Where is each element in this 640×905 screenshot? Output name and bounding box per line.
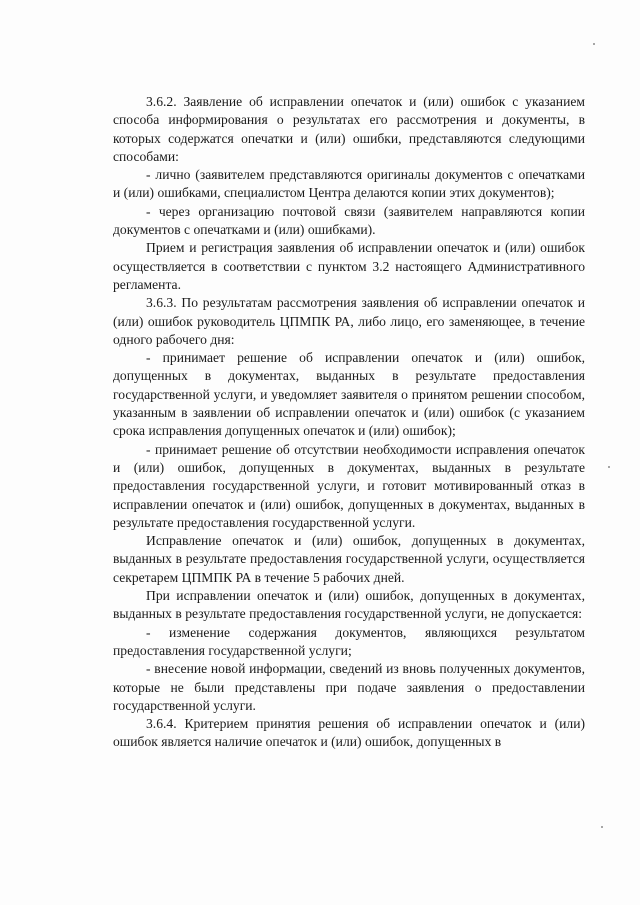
paragraph-correction-term: Исправление опечаток и (или) ошибок, допущенных в документах, выданных в результате предоставления государственной услуги, осуществляется секретарем ЦПМПК РА в течение 5 рабочих дней. <box>113 533 585 585</box>
list-item-no-content-change: - изменение содержания документов, являющихся результатом предоставления государственной услуги; <box>113 624 585 658</box>
list-item-in-person: - лично (заявителем представляются оригиналы документов с опечатками и (или) ошибками, специалистом Центра делаются копии этих документов); <box>113 167 585 201</box>
list-item-decision-correct: - принимает решение об исправлении опечаток и (или) ошибок, допущенных в документах, выданных в результате предоставления государственной услуги, и уведомляет заявителя о принятом решении способом, указанным в заявлении об исправлении опечаток и (или) ошибок (с указанием срока исправления допущенных опечаток и (или) ошибок); <box>113 350 585 439</box>
list-item-postal: - через организацию почтовой связи (заявителем направляются копии документов с опечатками и (или) ошибками). <box>113 203 585 238</box>
paragraph-3-6-2: 3.6.2. Заявление об исправлении опечаток и (или) ошибок с указанием способа информирования о результатах его рассмотрения и документы, в которых содержатся опечатки и (или) ошибки, представляются следующими способами: <box>113 94 585 164</box>
paragraph-not-allowed: При исправлении опечаток и (или) ошибок, допущенных в документах, выданных в результате предоставления государственной услуги, не допускается: <box>113 588 585 622</box>
document-body <box>113 93 585 752</box>
paragraph-3-6-3: 3.6.3. По результатам рассмотрения заявления об исправлении опечаток и (или) ошибок руководитель ЦПМПК РА, либо лицо, его заменяющее, в течение одного рабочего дня: <box>113 295 585 347</box>
list-item-decision-refuse: - принимает решение об отсутствии необходимости исправления опечаток и (или) ошибок, допущенных в документах, выданных в результате предоставления государственной услуги, и готовит мотивированный отказ в исправлении опечаток и (или) ошибок, допущенных в документах, выданных в результате предоставления государственной услуги. <box>113 441 585 530</box>
scan-speck <box>601 826 603 828</box>
paragraph-3-6-4: 3.6.4. Критерием принятия решения об исправлении опечаток и (или) ошибок является наличие опечаток и (или) ошибок, допущенных в <box>113 716 585 750</box>
scan-speck <box>608 466 610 468</box>
scan-speck <box>593 43 595 45</box>
list-item-no-new-info: - внесение новой информации, сведений из вновь полученных документов, которые не были представлены при подаче заявления о предоставлении государственной услуги. <box>113 661 585 713</box>
paragraph-registration: Прием и регистрация заявления об исправлении опечаток и (или) ошибок осуществляется в соответствии с пунктом 3.2 настоящего Административного регламента. <box>113 240 585 292</box>
